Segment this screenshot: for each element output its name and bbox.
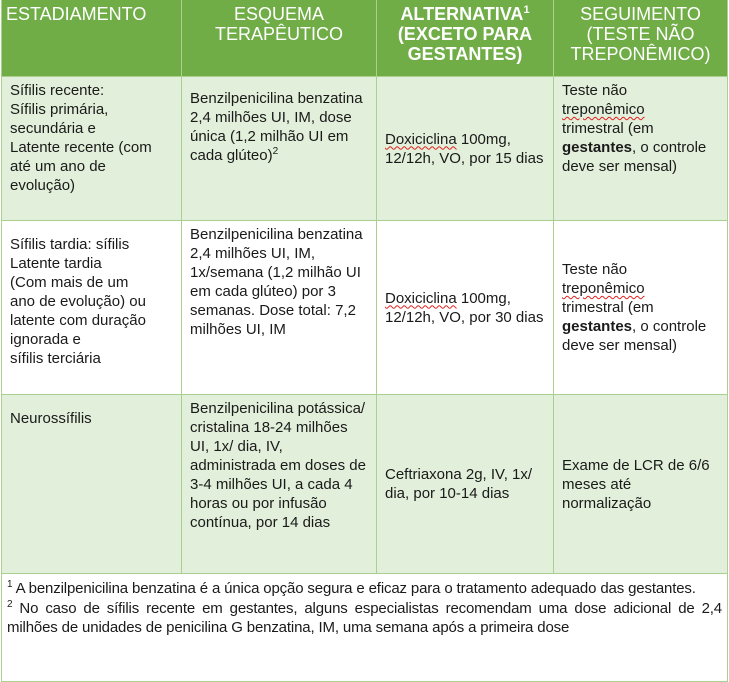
- alternative-details: 100mg, 12/12h, VO, por 30 dias: [385, 289, 544, 326]
- followup-text: treponêmico: [562, 280, 645, 297]
- footnotes-row: [2, 574, 728, 682]
- cell-alternative: [377, 221, 554, 395]
- staging-line: ignorada e: [10, 331, 81, 348]
- staging-line: evolução): [10, 177, 76, 194]
- header-regimen-label: ESQUEMA TERAPÊUTICO: [214, 4, 343, 44]
- alternative-drug: Doxiciclina: [385, 289, 457, 307]
- cell-followup: [554, 395, 728, 574]
- cell-followup: [554, 77, 728, 221]
- header-alternative-label: ALTERNATIVA: [400, 4, 524, 24]
- followup-text: , o controle: [632, 139, 707, 156]
- followup-text: Teste não: [562, 82, 628, 99]
- followup-text: treponêmico: [562, 101, 645, 118]
- staging-line: latente com duração: [10, 312, 146, 329]
- followup-text: Exame de LCR de 6/6 meses até normalização: [562, 456, 710, 512]
- header-alternative: [377, 0, 554, 77]
- header-followup: [554, 0, 728, 77]
- staging-line: sífilis terciária: [10, 350, 101, 367]
- staging-line: Sífilis primária,: [10, 101, 109, 118]
- staging-line: ano de evolução) ou: [10, 293, 146, 310]
- footnote-mark: 2: [7, 598, 13, 610]
- footnote-ref-2: 2: [272, 146, 279, 157]
- followup-text: deve ser mensal): [562, 158, 678, 175]
- regimen-text: Benzilpenicilina potássica/ cristalina 18-24 milhões UI, 1x/ dia, IV, administrada em doses de 3-4 milhões UI, a cada 4 horas ou por infusão contínua, por 14 dias: [190, 400, 366, 531]
- followup-text: , o controle: [632, 318, 707, 335]
- staging-line: (Com mais de um: [10, 274, 129, 291]
- followup-emphasis: gestantes: [562, 139, 633, 156]
- table-row: [2, 395, 728, 574]
- footnote-text: A benzilpenicilina benzatina é a única opção segura e eficaz para o tratamento adequado das gestantes.: [12, 580, 696, 597]
- staging-line: Latente tardia: [10, 255, 102, 272]
- regimen-text: Benzilpenicilina benzatina 2,4 milhões UI, IM, dose única (1,2 milhão UI em cada glúteo): [190, 90, 363, 164]
- alternative-text: Ceftriaxona 2g, IV, 1x/: [385, 466, 533, 483]
- staging-line: Latente recente (com: [10, 139, 152, 156]
- cell-alternative: [377, 395, 554, 574]
- cell-regimen: [182, 77, 377, 221]
- staging-line: Sífilis recente:: [10, 82, 105, 99]
- cell-staging: [2, 221, 182, 395]
- staging-line: até um ano de: [10, 158, 106, 175]
- cell-staging: [2, 77, 182, 221]
- header-staging: ESTADIAMENTO: [2, 0, 182, 77]
- followup-text: trimestral (em: [562, 120, 654, 137]
- cell-alternative: [377, 77, 554, 221]
- alternative-text: dia, por 10-14 dias: [385, 485, 510, 502]
- followup-text: trimestral (em: [562, 299, 654, 316]
- cell-regimen: [182, 395, 377, 574]
- cell-staging: [2, 395, 182, 574]
- cell-followup: [554, 221, 728, 395]
- footnote-1: [7, 579, 722, 599]
- footnote-mark: 1: [7, 579, 13, 590]
- followup-text: deve ser mensal): [562, 337, 678, 354]
- header-alternative-sublabel: (EXCETO PARA GESTANTES): [397, 24, 533, 64]
- staging-line: Neurossífilis: [10, 410, 92, 427]
- alternative-drug: Doxiciclina: [385, 130, 457, 148]
- table-row: [2, 77, 728, 221]
- followup-text: Teste não: [562, 261, 628, 278]
- syphilis-treatment-table: [1, 0, 728, 682]
- cell-regimen: [182, 221, 377, 395]
- footnote-text: No caso de sífilis recente em gestantes, alguns especialistas recomendam uma dose adicional de 2,4 milhões de unidades de penicilina G benzatina, IM, uma semana após a primeira dose: [7, 599, 722, 636]
- table-header-row: [2, 0, 728, 77]
- table-row: [2, 221, 728, 395]
- header-regimen: [182, 0, 377, 77]
- header-followup-label: SEGUIMENTO (TESTE NÃO TREPONÊMICO): [570, 4, 711, 64]
- footnote-2: [7, 599, 722, 638]
- followup-emphasis: gestantes: [562, 318, 633, 335]
- staging-line: Sífilis tardia: sífilis: [10, 236, 130, 253]
- regimen-text: Benzilpenicilina benzatina 2,4 milhões UI, IM, 1x/semana (1,2 milhão UI em cada glúteo) por 3 semanas. Dose total: 7,2 milhões UI, IM: [190, 226, 363, 338]
- alternative-details: 100mg, 12/12h, VO, por 15 dias: [385, 130, 544, 167]
- footnote-ref-1: 1: [523, 4, 530, 16]
- footnotes-cell: [2, 574, 728, 682]
- staging-line: secundária e: [10, 120, 96, 137]
